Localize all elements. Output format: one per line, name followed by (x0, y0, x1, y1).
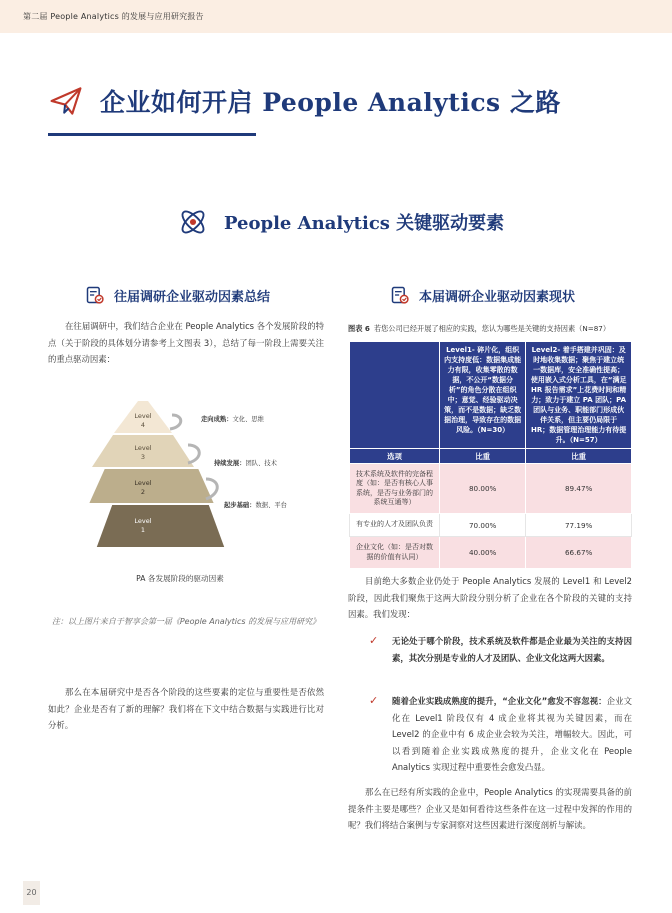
figure-number: 图表 6 (348, 324, 370, 333)
table-desc-row (350, 342, 632, 449)
right-heading: 本届调研企业驱动因素现状 (419, 289, 576, 305)
row-l2: 89.47% (526, 464, 632, 514)
col-ratio-l2: 比重 (526, 449, 632, 464)
level2-description: Level2- 着手搭建并巩固：及时地收集数据；聚焦于建立统一数据库，安全准确性提高；使用嵌入式分析工具，在“满足 HR 报告需求”上花费时间和精力；致力于建立 PA 团队；PA 团队与业务、职能部门形成伙伴关系，但主要仍局限于 HR；数据管理治理能力有待提升。（N=57） (526, 342, 632, 449)
figure-label (348, 324, 610, 334)
row-l1: 80.00% (440, 464, 526, 514)
report-icon (85, 285, 105, 305)
row-l2: 77.19% (526, 514, 632, 537)
annotation-foundation: 起步基础：数据、平台 (224, 502, 287, 509)
running-title: 第二届 People Analytics 的发展与应用研究报告 (23, 12, 204, 21)
annotation-growth: 持续发展：团队、技术 (214, 460, 277, 467)
finding-2-body: 企业文化在 Level1 阶段仅有 4 成企业将其视为关键因素，而在 Level2 的企业中有 6 成企业会较为关注，增幅较大。因此，可以看到随着企业实践成熟度的提升，企业文化在 People Analytics 实现过程中重要性会愈发凸显。 (392, 696, 633, 772)
pyramid-label-2: Level (134, 479, 152, 487)
row-l1: 40.00% (440, 537, 526, 569)
page-number: 20 (23, 881, 40, 905)
section-title-block (176, 205, 504, 239)
pyramid-label-3b: 3 (140, 453, 146, 461)
pyramid-label-1: Level (134, 517, 152, 525)
finding-2-lead: 随着企业实践成熟度的提升，“企业文化”愈发不容忽视： (392, 696, 607, 706)
atom-icon (176, 205, 210, 239)
title-underline (48, 133, 256, 136)
left-heading-block (85, 285, 270, 305)
left-intro: 在往届调研中，我们结合企业在 People Analytics 各个发展阶段的特点（关于阶段的具体划分请参考上文图表 3），总结了每一阶段上需要关注的重点驱动因素： (48, 321, 324, 364)
pyramid-label-1b: 1 (140, 526, 146, 534)
row-option: 企业文化（如：是否对数据的价值有认同） (350, 537, 440, 569)
pyramid-label-4b: 4 (140, 421, 146, 429)
right-heading-block (390, 285, 575, 305)
row-l1: 70.00% (440, 514, 526, 537)
right-para1: 目前绝大多数企业仍处于 People Analytics 发展的 Level1 和 Level2 阶段，因此我们聚焦于这两大阶段分别分析了企业在各个阶段的关键的支持因素。我们发现： (348, 576, 632, 619)
table-row (350, 514, 632, 537)
check-icon: ✓ (369, 634, 379, 647)
finding-1: 无论处于哪个阶段，技术系统及软件都是企业最为关注的支持因素，其次分别是专业的人才及团队、企业文化这两大因素。 (392, 636, 632, 663)
table-row (350, 537, 632, 569)
pyramid-label-4: Level (134, 412, 152, 420)
row-l2: 66.67% (526, 537, 632, 569)
finding-2 (392, 693, 632, 776)
figure-title: 若您公司已经开展了相应的实践，您认为哪些是关键的支持因素（N=87） (373, 324, 611, 333)
paper-plane-icon (48, 83, 84, 119)
page-title: 企业如何开启 People Analytics 之路 (100, 88, 561, 117)
support-factors-table (349, 341, 632, 569)
section-title: People Analytics 关键驱动要素 (224, 213, 505, 234)
table-corner (350, 342, 440, 449)
pyramid-diagram (88, 393, 328, 553)
left-heading: 往届调研企业驱动因素总结 (114, 289, 271, 305)
arrow-level-3 (188, 445, 199, 463)
check-icon: ✓ (369, 694, 379, 707)
right-para2: 那么在已经有所实践的企业中，People Analytics 的实现需要具备的前提条件主要是哪些？企业又是如何看待这些条件在这一过程中发挥的作用的呢？我们将结合案例与专家洞察对这些因素进行深度剖析与解读。 (348, 787, 632, 830)
row-option: 技术系统及软件的完备程度（如：是否有核心人事系统，是否与业务部门的系统互通等） (350, 464, 440, 514)
table-header-row (350, 449, 632, 464)
table-row (350, 464, 632, 514)
pyramid-caption: PA 各发展阶段的驱动因素 (136, 574, 224, 583)
pyramid-level-1 (97, 505, 224, 547)
pyramid-label-2b: 2 (140, 488, 146, 496)
page-title-block (48, 76, 561, 126)
col-ratio-l1: 比重 (440, 449, 526, 464)
annotation-maturity: 走向成熟：文化、思维 (201, 416, 264, 423)
left-closing: 那么在本届研究中是否各个阶段的这些要素的定位与重要性是否依然如此？企业是否有了新的理解？我们将在下文中结合数据与实践进行比对分析。 (48, 687, 324, 730)
pyramid-label-3: Level (134, 444, 152, 452)
report-icon (390, 285, 410, 305)
col-option: 选项 (350, 449, 440, 464)
arrow-level-4 (170, 415, 181, 429)
level1-description: Level1- 碎片化，组织内支持度低：数据集成能力有限，收集零散的数据，不公开“数据分析”的角色分散在组织中；意觉、经验驱动决策，而不是数据；缺乏数据治理，导致存在的数据风险。（N=30） (440, 342, 526, 449)
source-note: 注：以上图片来自于智享会第一届《People Analytics 的发展与应用研究》 (51, 617, 321, 626)
row-option: 有专业的人才及团队负责 (350, 514, 440, 537)
